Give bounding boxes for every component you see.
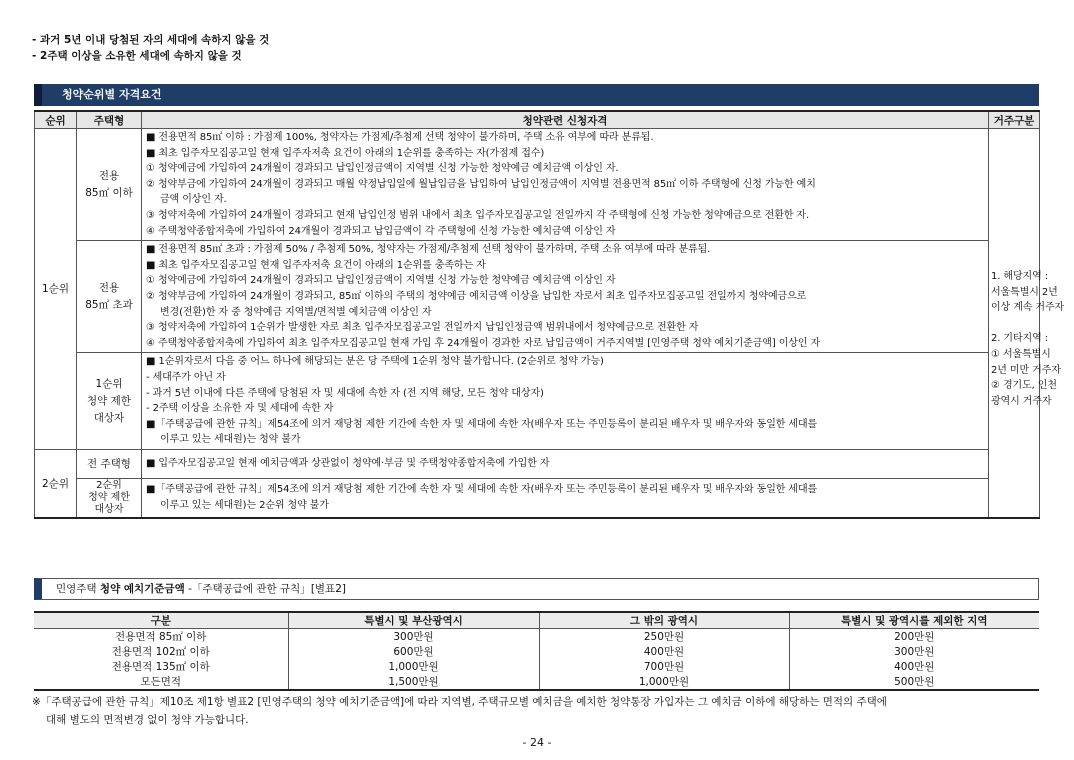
text-line: 금액 이상인 자. xyxy=(160,194,227,206)
deposit-cell: 전용면적 135㎡ 이하 xyxy=(34,659,288,674)
text-line: - 2주택 이상을 소유한 자 및 세대에 속한 자 xyxy=(146,403,334,415)
residence-line: ① 서울특별시 xyxy=(991,348,1051,360)
text-line: - 세대주가 아닌 자 xyxy=(146,371,226,383)
qual-row-rank2-restricted xyxy=(35,478,1040,518)
qual-row-85-over xyxy=(35,241,1040,353)
deposit-cell: 300만원 xyxy=(288,629,539,645)
residence-line xyxy=(991,316,1037,332)
qual-row-all-types xyxy=(35,449,1040,478)
residence-line: ② 경기도, 인천 xyxy=(991,380,1057,392)
residence-cell xyxy=(989,129,1065,518)
deposit-cell: 700만원 xyxy=(539,659,789,674)
qual-header-row xyxy=(35,111,1040,129)
deposit-cell: 200만원 xyxy=(789,629,1039,645)
eligibility-85-over xyxy=(142,241,989,353)
residence-line: 서울특별시 2년 xyxy=(991,286,1058,298)
section-title-deposit xyxy=(34,578,1039,600)
text-line: ③ 청약저축에 가입하여 24개월이 경과되고 현재 납입인정 범위 내에서 최초 입주자모집공고일 전일까지 각 주택형에 신청 가능한 청약예금으로 전환한 자. xyxy=(146,209,810,221)
section-title-qualifications: 청약순위별 자격요건 xyxy=(34,84,1039,106)
text-line: 이루고 있는 세대원)는 2순위 청약 불가 xyxy=(160,499,329,511)
type-85-over: 전용 85㎡ 초과 xyxy=(77,241,142,353)
deposit-cell: 1,500만원 xyxy=(288,674,539,690)
text-line: ④ 주택청약종합저축에 가입하여 24개월이 경과되고 납입금액이 각 주택형에 신청 가능한 예치금액 이상인 자 xyxy=(146,225,616,237)
page-number: - 24 - xyxy=(522,736,552,749)
deposit-row xyxy=(34,629,1039,645)
section-title-prefix: 민영주택 xyxy=(56,583,100,595)
deposit-cell: 1,000만원 xyxy=(288,659,539,674)
text-line: ③ 청약저축에 가입하여 1순위가 발생한 자로 최초 입주자모집공고일 전일까지 납입인정금액 범위내에서 청약예금으로 전환한 자 xyxy=(146,322,699,334)
deposit-cell: 600만원 xyxy=(288,644,539,659)
text-line: ④ 주택청약종합저축에 가입하여 최초 입주자모집공고일 현재 가입 후 24개월이 경과한 자로 납입금액이 거주지역별 [민영주택 청약 예치기준금액] 이상인 자 xyxy=(146,337,821,349)
deposit-header: 구분 xyxy=(34,612,288,629)
deposit-table xyxy=(34,611,1039,691)
type-all: 전 주택형 xyxy=(77,449,142,478)
residence-line: 광역시 거주자 xyxy=(991,395,1052,407)
residence-line: 1. 해당지역 : xyxy=(991,271,1049,282)
footnote-line-1: ※「주택공급에 관한 규칙」제10조 제1항 별표2 [민영주택의 청약 예치기준금액]에 따라 지역별, 주택규모별 예치금을 예치한 청약통장 가입자는 그 예치금 이하에 해당하는 면적의 주택에 xyxy=(32,696,887,708)
text-line: ■ 전용면적 85㎡ 초과 : 가점제 50% / 추첨제 50%, 청약자는 가점제/추첨제 선택 청약이 불가하며, 주택 소유 여부에 따라 분류됨. xyxy=(146,244,711,256)
qual-row-85-under xyxy=(35,129,1040,241)
deposit-cell: 500만원 xyxy=(789,674,1039,690)
text-line: ■ 전용면적 85㎡ 이하 : 가점제 100%, 청약자는 가점제/추첨제 선택 청약이 불가하며, 주택 소유 여부에 따라 분류됨. xyxy=(146,132,654,143)
deposit-cell: 모든면적 xyxy=(34,674,288,690)
residence-line: 이상 계속 거주자 xyxy=(991,302,1065,314)
deposit-cell: 400만원 xyxy=(539,644,789,659)
rank-1-cell: 1순위 xyxy=(35,129,77,450)
deposit-row xyxy=(34,674,1039,690)
deposit-cell: 300만원 xyxy=(789,644,1039,659)
deposit-cell: 전용면적 102㎡ 이하 xyxy=(34,644,288,659)
intro-line-1: - 과거 5년 이내 당첨된 자의 세대에 속하지 않을 것 xyxy=(32,34,270,46)
qualification-table xyxy=(34,110,1065,519)
type-rank1-restricted: 1순위 청약 제한 대상자 xyxy=(77,353,142,450)
deposit-header: 그 밖의 광역시 xyxy=(539,612,789,629)
header-housing-type: 주택형 xyxy=(77,111,142,129)
deposit-header: 특별시 및 부산광역시 xyxy=(288,612,539,629)
header-rank: 순위 xyxy=(35,111,77,129)
text-line: 이루고 있는 세대원)는 청약 불가 xyxy=(160,434,301,446)
section-title-bold: 청약 예치기준금액 xyxy=(99,583,185,595)
eligibility-rank2-restricted xyxy=(142,478,989,518)
type-rank2-restricted: 2순위 청약 제한 대상자 xyxy=(77,478,142,518)
eligibility-rank1-restricted xyxy=(142,353,989,450)
header-eligibility: 청약관련 신청자격 xyxy=(142,111,989,129)
text-line: - 과거 5년 이내에 다른 주택에 당첨된 자 및 세대에 속한 자 (전 지역 해당, 모든 청약 대상자) xyxy=(146,387,544,399)
deposit-header: 특별시 및 광역시를 제외한 지역 xyxy=(789,612,1039,629)
deposit-row xyxy=(34,659,1039,674)
deposit-row xyxy=(34,644,1039,659)
text-line: ■「주택공급에 관한 규칙」제54조에 의거 재당첨 제한 기간에 속한 자 및 세대에 속한 자(배우자 또는 주민등록이 분리된 배우자 및 배우자와 동일한 세대를 xyxy=(146,484,818,496)
residence-line: 2년 미만 거주자 xyxy=(991,364,1061,376)
residence-line: 2. 기타지역 : xyxy=(991,333,1049,345)
eligibility-85-under xyxy=(142,129,989,241)
text-line: ■「주택공급에 관한 규칙」제54조에 의거 재당첨 제한 기간에 속한 자 및 세대에 속한 자(배우자 또는 주민등록이 분리된 배우자 및 배우자와 동일한 세대를 xyxy=(146,418,818,430)
eligibility-all-types xyxy=(142,449,989,478)
deposit-cell: 전용면적 85㎡ 이하 xyxy=(34,629,288,645)
text-line: ② 청약부금에 가입하여 24개월이 경과되고 매월 약정납입일에 월납입금을 납입하여 납입인정금액이 지역별 전용면적 85㎡ 이하 주택형에 신청 가능한 예치 xyxy=(146,178,816,190)
text-line: ■ 최초 입주자모집공고일 현재 입주자저축 요건이 아래의 1순위를 충족하는 자(가점제 접수) xyxy=(146,147,545,159)
text-line: ① 청약예금에 가입하여 24개월이 경과되고 납입인정금액이 지역별 신청 가능한 청약예금 예치금액 이상인 자 xyxy=(146,275,616,287)
text-line: ■ 1순위자로서 다음 중 어느 하나에 해당되는 분은 당 주택에 1순위 청약 불가합니다. (2순위로 청약 가능) xyxy=(146,356,604,368)
deposit-header-row xyxy=(34,612,1039,629)
text-line: 변경(전환)한 자 중 청약예금 지역별/면적별 예치금액 이상인 자 xyxy=(160,306,432,318)
section-title-suffix: -「주택공급에 관한 규칙」[별표2] xyxy=(184,583,346,595)
text-line: ■ 최초 입주자모집공고일 현재 입주자저축 요건이 아래의 1순위를 충족하는 자 xyxy=(146,259,486,271)
header-residence: 거주구분 xyxy=(989,111,1040,129)
footnote-line-2: 대해 별도의 면적변경 없이 청약 가능합니다. xyxy=(46,714,249,726)
text-line: ① 청약예금에 가입하여 24개월이 경과되고 납입인정금액이 지역별 신청 가능한 청약예금 예치금액 이상인 자. xyxy=(146,163,619,175)
intro-line-2: - 2주택 이상을 소유한 세대에 속하지 않을 것 xyxy=(32,50,242,62)
rank-2-cell: 2순위 xyxy=(35,449,77,518)
deposit-cell: 400만원 xyxy=(789,659,1039,674)
type-85-under: 전용 85㎡ 이하 xyxy=(77,129,142,241)
deposit-cell: 1,000만원 xyxy=(539,674,789,690)
qual-row-rank1-restricted xyxy=(35,353,1040,450)
deposit-cell: 250만원 xyxy=(539,629,789,645)
text-line: ② 청약부금에 가입하여 24개월이 경과되고, 85㎡ 이하의 주택의 청약예금 예치금액 이상을 납입한 자로서 최초 입주자모집공고일 전일까지 청약예금으로 xyxy=(146,290,807,302)
text-line: ■ 입주자모집공고일 현재 예치금액과 상관없이 청약예·부금 및 주택청약종합저축에 가입한 자 xyxy=(146,458,550,470)
